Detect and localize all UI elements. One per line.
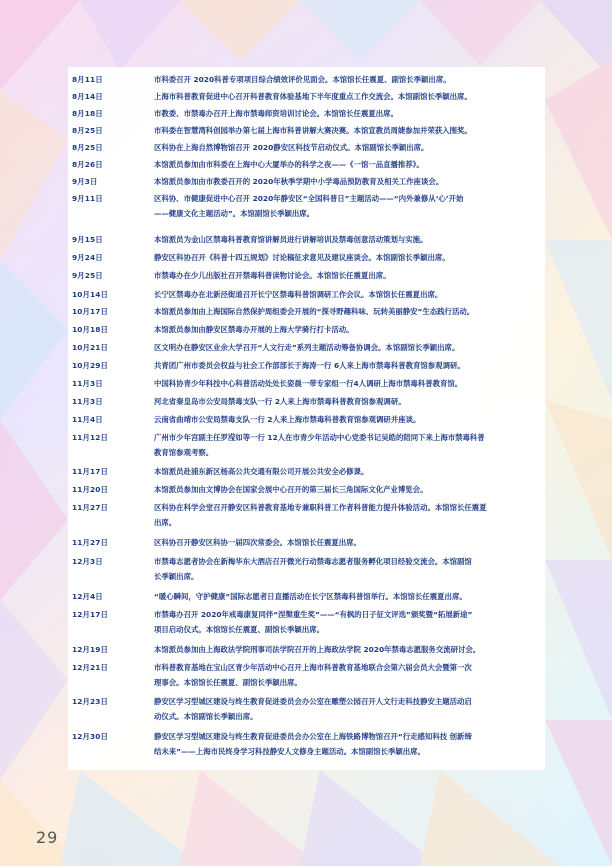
event-date: 9月15日 xyxy=(72,235,103,244)
event-date: 8月25日 xyxy=(72,126,103,135)
event-date: 12月4日 xyxy=(72,592,103,601)
event-date: 11月20日 xyxy=(72,485,108,494)
list-item xyxy=(72,482,542,497)
event-date: 12月23日 xyxy=(72,697,108,706)
event-text: 上海市科普教育促进中心召开科普教育体验基地下半年度重点工作交流会。本馆副馆长季颖出席。 xyxy=(154,92,472,101)
event-text: 中国科协青少年科技中心科普活动处处长姿晨一带专家组一行4人调研上海市禁毒科普教育馆。 xyxy=(154,379,463,388)
list-item xyxy=(72,322,542,337)
event-date: 11月3日 xyxy=(72,397,103,406)
list-item xyxy=(72,232,542,247)
event-date: 10月21日 xyxy=(72,343,108,352)
list-item xyxy=(72,287,542,302)
event-date: 12月30日 xyxy=(72,732,108,741)
event-date: 8月26日 xyxy=(72,160,103,169)
event-text: 区文明办在静安区业余大学召开“人文行走”系列主题活动筹备协调会。本馆副馆长季颖出席。 xyxy=(154,343,460,352)
event-text: 本馆派员赴浦东新区杨高公共交通有限公司开展公共安全必修课。 xyxy=(154,467,369,476)
event-date: 10月17日 xyxy=(72,307,108,316)
event-date: 8月11日 xyxy=(72,75,103,84)
list-item xyxy=(72,174,542,189)
list-item xyxy=(72,394,542,409)
event-text: 市科委召开 2020科普专项项目综合绩效评价见面会。本馆馆长任震夏、副馆长季颖出席。 xyxy=(154,75,451,84)
event-text: 广州市少年宫副主任罗滢如等一行 12人在市青少年活动中心党委书记吴皓的陪同下来上海市禁毒科普 教育馆参观考察。 xyxy=(154,433,485,458)
event-date: 8月14日 xyxy=(72,92,103,101)
event-text: 本馆派员为金山区禁毒科普教育馆讲解员进行讲解培训及禁毒创意活动策划与实施。 xyxy=(154,235,428,244)
list-item xyxy=(72,500,542,531)
event-date: 9月25日 xyxy=(72,271,103,280)
list-item xyxy=(72,72,542,87)
event-date: 12月17日 xyxy=(72,610,108,619)
event-text: “暖心瞬间，守护健康”国际志愿者日直播活动在长宁区禁毒科普馆举行。本馆馆长任震夏出席。 xyxy=(154,592,467,601)
event-date: 12月21日 xyxy=(72,663,108,672)
event-text: 本馆派员参加由上海政法学院刑事司法学院召开的上海政法学院 2020年禁毒志愿服务交流研讨会。 xyxy=(154,645,481,654)
event-date: 8月18日 xyxy=(72,109,103,118)
event-text: 区科协、市健康促进中心召开 2020年静安区“全国科普日”主题活动——“内外兼修从‘心’开始 ——健康文化主题活动”。本馆副馆长季颖出席。 xyxy=(154,194,464,219)
event-text: 市禁毒办召开 2020年戒毒康复同伴“涅槃重生奖”——“有枫的日子征文评选”颁奖暨“拓展新途” 项目启动仪式。本馆馆长任震夏、副馆长季颖出席。 xyxy=(154,610,473,635)
event-text: 区科协召开静安区科协一届四次常委会。本馆馆长任震夏出席。 xyxy=(154,538,361,547)
list-item xyxy=(72,535,542,550)
list-item xyxy=(72,358,542,373)
list-item xyxy=(72,430,542,461)
event-text: 市教委、市禁毒办召开上海市禁毒师资培训讨论会。本馆馆长任震夏出席。 xyxy=(154,109,398,118)
list-item xyxy=(72,123,542,138)
list-item xyxy=(72,642,542,657)
list-item xyxy=(72,589,542,604)
event-date: 9月3日 xyxy=(72,177,98,186)
event-date: 10月18日 xyxy=(72,325,108,334)
event-date: 8月25日 xyxy=(72,143,103,152)
list-item xyxy=(72,106,542,121)
event-date: 11月12日 xyxy=(72,433,108,442)
list-item xyxy=(72,89,542,104)
list-item xyxy=(72,340,542,355)
event-date: 11月27日 xyxy=(72,538,108,547)
event-text: 市禁毒办在少儿出版社召开禁毒科普读物讨论会。本馆馆长任震夏出席。 xyxy=(154,271,391,280)
event-date: 11月4日 xyxy=(72,415,103,424)
event-text: 市科委在智慧湾科创园举办第七届上海市科普讲解大赛决赛。本馆宣教员周婕参加并荣获入围奖。 xyxy=(154,126,472,135)
list-item xyxy=(72,157,542,172)
event-text: 市科普教育基地在宝山区青少年活动中心召开上海市科普教育基地联合会第六届会员大会暨第一次 理事会。本馆馆长任震夏、副馆长季颖出席。 xyxy=(154,663,472,688)
list-item xyxy=(72,660,542,691)
event-text: 本馆派员参加由文博协会在国家会展中心召开的第三届长三角国际文化产业博览会。 xyxy=(154,485,428,494)
event-date: 10月14日 xyxy=(72,290,108,299)
event-date: 11月27日 xyxy=(72,503,108,512)
event-date: 9月24日 xyxy=(72,253,103,262)
event-date: 12月19日 xyxy=(72,645,108,654)
list-item xyxy=(72,376,542,391)
event-date: 11月17日 xyxy=(72,467,108,476)
event-text: 静安区学习型城区建设与终生教育促进委员会办公室在雕塑公园召开人文行走科技静安主题活动启 动仪式。本馆副馆长季颖出席。 xyxy=(154,697,472,722)
event-text: 本馆派员参加由市教委召开的 2020年秋季学期中小学毒品预防教育及相关工作座谈会。 xyxy=(154,177,444,186)
event-text: 区科协在上海自然博物馆召开 2020静安区科技节启动仪式。本馆副馆长季颖出席。 xyxy=(154,143,429,152)
event-text: 区科协在科学会堂召开静安区科普教育基地专兼职科普工作者科普能力提升体验活动。本馆馆长任震夏 出席。 xyxy=(154,503,487,528)
list-item xyxy=(72,191,542,222)
page-number: 29 xyxy=(36,828,59,847)
list-item xyxy=(72,554,542,585)
list-item xyxy=(72,607,542,638)
list-item xyxy=(72,140,542,155)
event-date: 9月11日 xyxy=(72,194,103,203)
event-text: 河北省秦皇岛市公安局禁毒支队一行 2人来上海市禁毒科普教育馆参观调研。 xyxy=(154,397,406,406)
event-text: 静安区科协召开《科普十四五规划》讨论稿征求意见及建议座谈会。本馆副馆长季颖出席。 xyxy=(154,253,450,262)
list-item xyxy=(72,729,542,760)
list-item xyxy=(72,250,542,265)
list-item xyxy=(72,304,542,319)
event-text: 本馆派员参加由市科委在上海中心大厦举办的科学之夜——《一馆一品直播推荐》。 xyxy=(154,160,424,169)
event-text: 市禁毒志愿者协会在新梅华东大酒店召开微光行动禁毒志愿者服务孵化项目经验交流会。本馆副馆 长季颖出席。 xyxy=(154,557,472,582)
list-item xyxy=(72,412,542,427)
event-text: 静安区学习型城区建设与终生教育促进委员会办公室在上海铁路博物馆召开“行走感知科技 创新缔 结未来”——上海市民终身学习科技静安人文修身主题活动。本馆副馆长季颖出席。 xyxy=(154,732,472,757)
event-date: 11月3日 xyxy=(72,379,103,388)
event-date: 10月29日 xyxy=(72,361,108,370)
event-text: 云南省曲靖市公安局禁毒支队一行 2人来上海市禁毒科普教育馆参观调研并座谈。 xyxy=(154,415,421,424)
event-text: 共青团广州市委员会权益与社会工作部部长于海涛一行 6人来上海市禁毒科普教育馆参观调研。 xyxy=(154,361,465,370)
event-text: 本馆派员参加由静安区禁毒办开展的上海大学骑行打卡活动。 xyxy=(154,325,354,334)
event-text: 本馆派员参加由上海国际自然保护周组委会开展的“探寻野趣科味、玩转美丽静安”生态践行活动。 xyxy=(154,307,475,316)
event-text: 长宁区禁毒办在北新泾街道召开长宁区禁毒科普馆调研工作会议。本馆馆长任震夏出席。 xyxy=(154,290,443,299)
event-date: 12月3日 xyxy=(72,557,103,566)
list-item xyxy=(72,268,542,283)
list-item xyxy=(72,464,542,479)
list-item xyxy=(72,694,542,725)
